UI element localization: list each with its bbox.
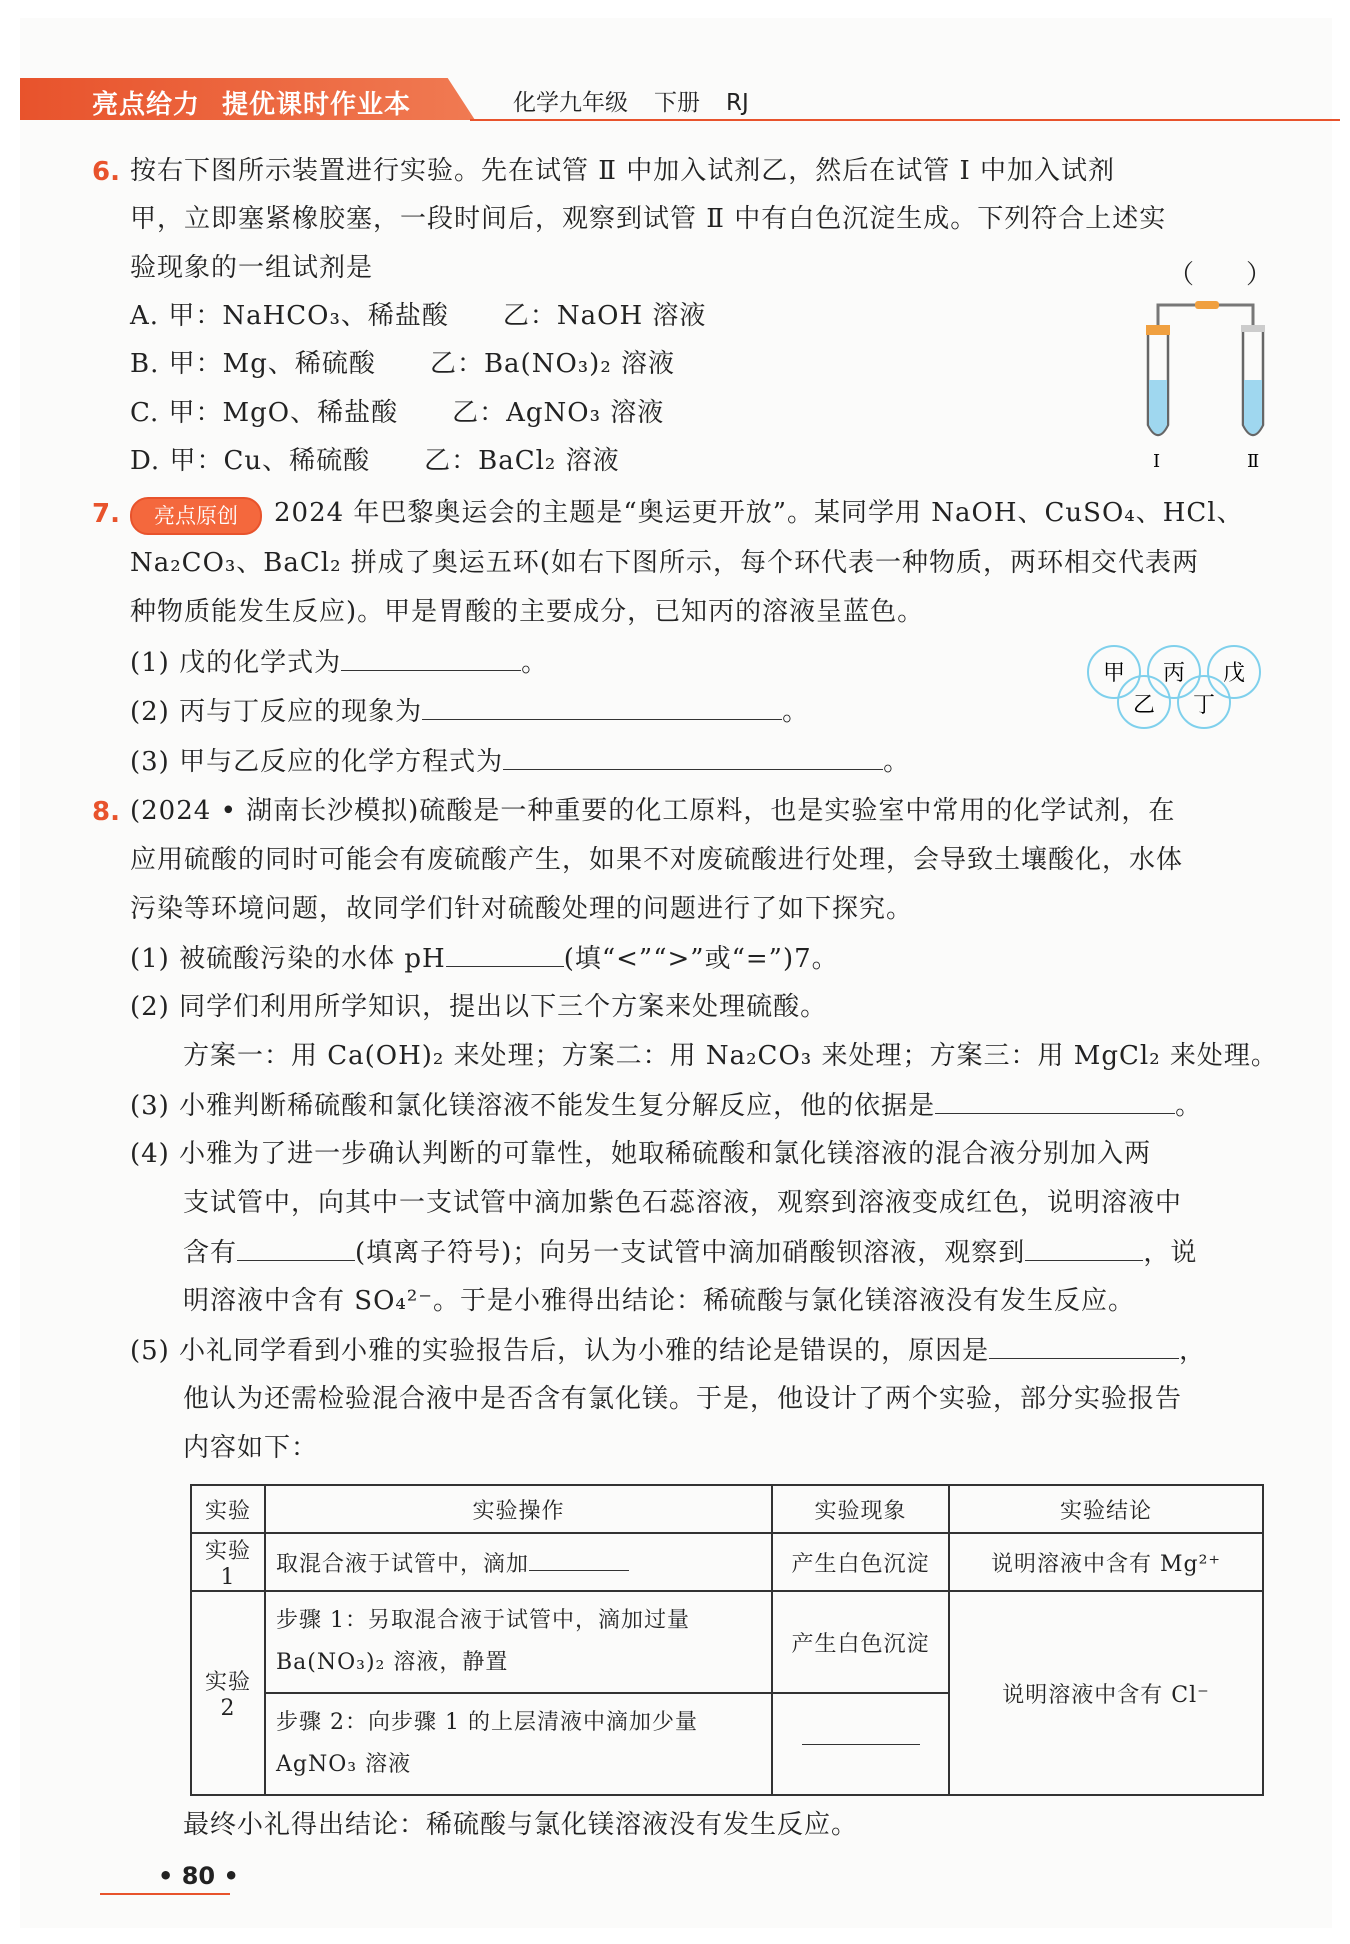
punct: 。: [883, 747, 911, 777]
header-cell: 实验操作: [265, 1485, 772, 1533]
exp1-name: 实验 1: [191, 1533, 265, 1591]
exp2-name: 实验 2: [191, 1591, 265, 1795]
q8-part-4-line-4: 明溶液中含有 SO₄²⁻。于是小雅得出结论：稀硫酸与氯化镁溶液没有发生反应。: [183, 1286, 1135, 1316]
q7-line-1: 2024 年巴黎奥运会的主题是“奥运更开放”。某同学用 NaOH、CuSO₄、HCl、: [274, 498, 1244, 528]
ring-label-jia: 甲: [1102, 661, 1126, 686]
q6-option-c[interactable]: [130, 399, 664, 427]
exp1-operation: [265, 1533, 772, 1591]
q8-part-4-line-1: (4) 小雅为了进一步确认判断的可靠性，她取稀硫酸和氯化镁溶液的混合液分别加入两: [130, 1139, 1152, 1169]
option-jia: 甲：MgO、稀盐酸: [168, 398, 399, 428]
q8-part-5-line-1: [130, 1336, 1206, 1365]
q8-part-5-blank[interactable]: [989, 1336, 1179, 1359]
q7-sub-3-blank[interactable]: [503, 747, 883, 770]
punct: ，: [1179, 1336, 1207, 1366]
rubber-connector: [1195, 301, 1219, 309]
q8-part-2-plans: 方案一：用 Ca(OH)₂ 来处理；方案二：用 Na₂CO₃ 来处理；方案三：用 MgCl₂ 来处理。: [183, 1041, 1278, 1071]
q7-line-2: Na₂CO₃、BaCl₂ 拼成了奥运五环(如右下图所示，每个环代表一种物质，两环相交代表两: [130, 548, 1199, 578]
q7-sub-3: [130, 747, 910, 776]
q7-sub-1-blank[interactable]: [341, 648, 521, 671]
q8-part-3-blank[interactable]: [935, 1091, 1175, 1114]
header-series: 提优课时作业本: [222, 90, 412, 120]
punct: 。: [1175, 1091, 1203, 1121]
header-edition: RJ: [726, 90, 749, 116]
q8-part-4-blank-ion[interactable]: [237, 1238, 355, 1261]
q7-sub-3-text: (3) 甲与乙反应的化学方程式为: [130, 747, 504, 777]
header-title: [92, 84, 411, 121]
option-jia: 甲：Mg、稀硫酸: [168, 349, 376, 379]
exp1-op-text: 取混合液于试管中，滴加: [276, 1551, 530, 1577]
olympic-rings-diagram: [1080, 640, 1275, 740]
q8-part-3: [130, 1091, 1202, 1120]
tube-label-2: Ⅱ: [1247, 451, 1260, 470]
option-yi: 乙：NaOH 溶液: [502, 301, 707, 331]
header-brand: 亮点给力: [92, 90, 201, 120]
q8-part-1-tail: (填“<”“>”或“=”)7。: [563, 944, 839, 974]
q6-line-3: 验现象的一组试剂是: [130, 253, 374, 283]
text: (填离子符号)；向另一支试管中滴加硝酸钡溶液，观察到: [355, 1238, 1026, 1268]
header-volume: 下册: [654, 90, 700, 116]
ring-label-ding: 丁: [1192, 693, 1216, 718]
exp2-conclusion: 说明溶液中含有 Cl⁻: [949, 1591, 1263, 1795]
exp2-step2-line-1: 步骤 2：向步骤 1 的上层清液中滴加少量: [276, 1710, 698, 1735]
exp2-step2: [265, 1693, 772, 1795]
q8-part-5-line-3: 内容如下：: [183, 1433, 319, 1463]
tube-1-liquid: [1149, 380, 1167, 434]
q7-line-3: 种物质能发生反应)。甲是胃酸的主要成分，已知丙的溶液呈蓝色。: [130, 597, 925, 627]
table-header-row: [191, 1485, 1263, 1533]
header-cell: 实验现象: [772, 1485, 949, 1533]
experiment-table: [190, 1484, 1264, 1796]
q7-number: 7.: [92, 499, 120, 529]
table-row-exp1: [191, 1533, 1263, 1591]
header-rule: [470, 119, 1340, 121]
option-label: B.: [130, 349, 160, 379]
option-yi: 乙：AgNO₃ 溶液: [452, 398, 665, 428]
q8-number: 8.: [92, 797, 120, 827]
tube-2-liquid: [1244, 380, 1262, 434]
test-tube-apparatus: [1135, 295, 1275, 470]
q6-line-2: 甲，立即塞紧橡胶塞，一段时间后，观察到试管 Ⅱ 中有白色沉淀生成。下列符合上述实: [130, 204, 1167, 234]
text: (5) 小礼同学看到小雅的实验报告后，认为小雅的结论是错误的，原因是: [130, 1336, 990, 1366]
q7-sub-1: [130, 648, 548, 677]
exp1-conclusion: 说明溶液中含有 Mg²⁺: [949, 1533, 1263, 1591]
tube-2-rim: [1241, 325, 1265, 332]
q6-option-d[interactable]: [130, 447, 620, 475]
option-jia: 甲：NaHCO₃、稀盐酸: [168, 301, 449, 331]
q8-part-2: (2) 同学们利用所学知识，提出以下三个方案来处理硫酸。: [130, 992, 828, 1022]
q8-part-1: [130, 944, 839, 973]
punct: 。: [521, 648, 549, 678]
tube-label-1: Ⅰ: [1153, 451, 1161, 470]
exp1-reagent-blank[interactable]: [529, 1548, 629, 1571]
q6-number: 6.: [92, 157, 120, 187]
q7-sub-2-text: (2) 丙与丁反应的现象为: [130, 697, 423, 727]
option-yi: 乙：Ba(NO₃)₂ 溶液: [429, 349, 676, 379]
q8-part-1-text: (1) 被硫酸污染的水体 pH: [130, 944, 446, 974]
punct: 。: [782, 697, 810, 727]
text: ，说: [1143, 1238, 1198, 1268]
table-row-exp2-step1: [191, 1591, 1263, 1693]
q7-original-badge: 亮点原创: [130, 497, 262, 535]
exp1-phenomenon: 产生白色沉淀: [772, 1533, 949, 1591]
option-label: D.: [130, 446, 161, 476]
option-label: A.: [130, 301, 160, 331]
q6-option-a[interactable]: [130, 302, 706, 330]
q8-part-4-line-2: 支试管中，向其中一支试管中滴加紫色石蕊溶液，观察到溶液变成红色，说明溶液中: [183, 1188, 1183, 1218]
option-yi: 乙：BaCl₂ 溶液: [424, 446, 620, 476]
stopper-1: [1146, 325, 1170, 335]
ring-label-bing: 丙: [1162, 661, 1186, 686]
ring-label-yi: 乙: [1132, 693, 1156, 718]
q8-line-2: 应用硫酸的同时可能会有废硫酸产生，如果不对废硫酸进行处理，会导致土壤酸化，水体: [130, 845, 1184, 875]
q7-sub-2-blank[interactable]: [422, 697, 782, 720]
exp2-step2-phenomenon[interactable]: [772, 1693, 949, 1795]
q8-part-1-blank[interactable]: [446, 944, 564, 967]
header-info: [513, 84, 775, 117]
q7-sub-2: [130, 697, 809, 726]
q8-final-conclusion: 最终小礼得出结论：稀硫酸与氯化镁溶液没有发生反应。: [183, 1810, 859, 1840]
q8-part-3-text: (3) 小雅判断稀硫酸和氯化镁溶液不能发生复分解反应，他的依据是: [130, 1091, 936, 1121]
q8-line-1: (2024 • 湖南长沙模拟)硫酸是一种重要的化工原料，也是实验室中常用的化学试剂，在: [130, 796, 1176, 826]
exp2-step2-line-2: AgNO₃ 溶液: [276, 1752, 412, 1777]
q8-part-4-line-3: [183, 1238, 1197, 1267]
exp2-step1: [265, 1591, 772, 1693]
header-cell: 实验结论: [949, 1485, 1263, 1533]
q7-sub-1-text: (1) 戊的化学式为: [130, 648, 342, 678]
q8-line-3: 污染等环境问题，故同学们针对硫酸处理的问题进行了如下探究。: [130, 894, 914, 924]
q6-option-b[interactable]: [130, 350, 675, 378]
footer-rule: [100, 1893, 230, 1895]
q8-part-5-line-2: 他认为还需检验混合液中是否含有氯化镁。于是，他设计了两个实验，部分实验报告: [183, 1384, 1183, 1414]
option-jia: 甲：Cu、稀硫酸: [169, 446, 371, 476]
text: 含有: [183, 1238, 238, 1268]
exp2-step1-phenomenon: 产生白色沉淀: [772, 1591, 949, 1693]
answer-bracket[interactable]: （ ）: [1168, 260, 1273, 290]
exp2-step1-line-1: 步骤 1：另取混合液于试管中，滴加过量: [276, 1608, 690, 1633]
exp2-step2-answer-line[interactable]: [802, 1744, 920, 1745]
header-subject: 化学九年级: [513, 90, 628, 116]
exp2-step1-line-2: Ba(NO₃)₂ 溶液，静置: [276, 1650, 509, 1675]
q6-line-1: 按右下图所示装置进行实验。先在试管 Ⅱ 中加入试剂乙，然后在试管 Ⅰ 中加入试剂: [130, 156, 1116, 186]
page-number: • 80 •: [158, 1862, 239, 1890]
option-label: C.: [130, 398, 160, 428]
header-cell: 实验: [191, 1485, 265, 1533]
ring-label-wu: 戊: [1222, 661, 1246, 686]
q8-part-4-blank-observe[interactable]: [1025, 1238, 1143, 1261]
